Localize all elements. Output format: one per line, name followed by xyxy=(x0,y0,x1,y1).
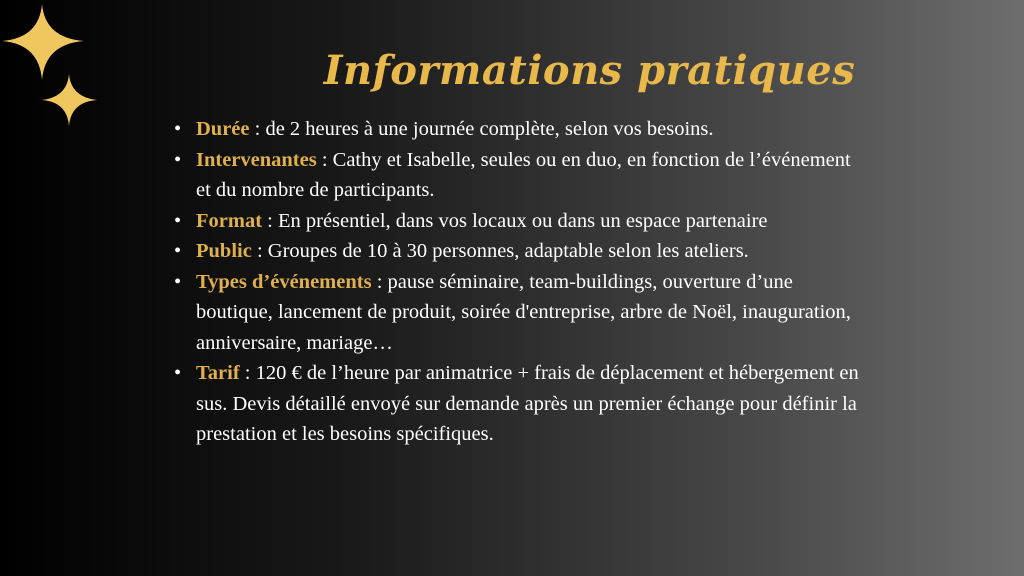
page-title xyxy=(0,47,1024,94)
bullet-icon: • xyxy=(174,118,182,140)
page-title-text: Informations pratiques xyxy=(323,46,856,94)
item-label: Format xyxy=(196,209,263,232)
item-label: Intervenantes xyxy=(196,148,317,171)
bullet-icon: • xyxy=(174,362,182,384)
list-item-duree xyxy=(172,114,862,145)
bullet-icon: • xyxy=(174,270,182,293)
bullet-icon: • xyxy=(174,148,182,171)
item-label: Durée xyxy=(196,118,250,140)
practical-info-list xyxy=(172,114,862,450)
bullet-icon: • xyxy=(174,209,182,232)
item-label: Types d’événements xyxy=(196,270,372,293)
bullet-icon: • xyxy=(174,240,182,262)
item-text: : En présentiel, dans vos locaux ou dans un espace partenaire xyxy=(262,209,768,232)
list-item-public xyxy=(172,236,862,267)
item-text: : 120 € de l’heure par animatrice + frais de déplacement et hébergement en sus. Devis détaillé envoyé sur demande après un premier échange pour définir la prestation et les besoins spécifiques. xyxy=(196,362,859,445)
item-text: : de 2 heures à une journée complète, selon vos besoins. xyxy=(249,118,714,140)
item-text: : pause séminaire, team-buildings, ouverture d’une boutique, lancement de produit, soirée d'entreprise, arbre de Noël, inauguration, anniversaire, mariage… xyxy=(196,270,851,354)
list-item-intervenantes xyxy=(172,145,862,206)
item-label: Tarif xyxy=(196,362,240,384)
list-item-types-evenements xyxy=(172,267,862,359)
item-text: : Groupes de 10 à 30 personnes, adaptable selon les ateliers. xyxy=(251,240,749,262)
list-item-tarif xyxy=(172,358,862,450)
item-label: Public xyxy=(196,240,252,262)
list-item-format xyxy=(172,206,862,237)
item-text: : Cathy et Isabelle, seules ou en duo, en fonction de l’événement et du nombre de participants. xyxy=(196,148,851,201)
